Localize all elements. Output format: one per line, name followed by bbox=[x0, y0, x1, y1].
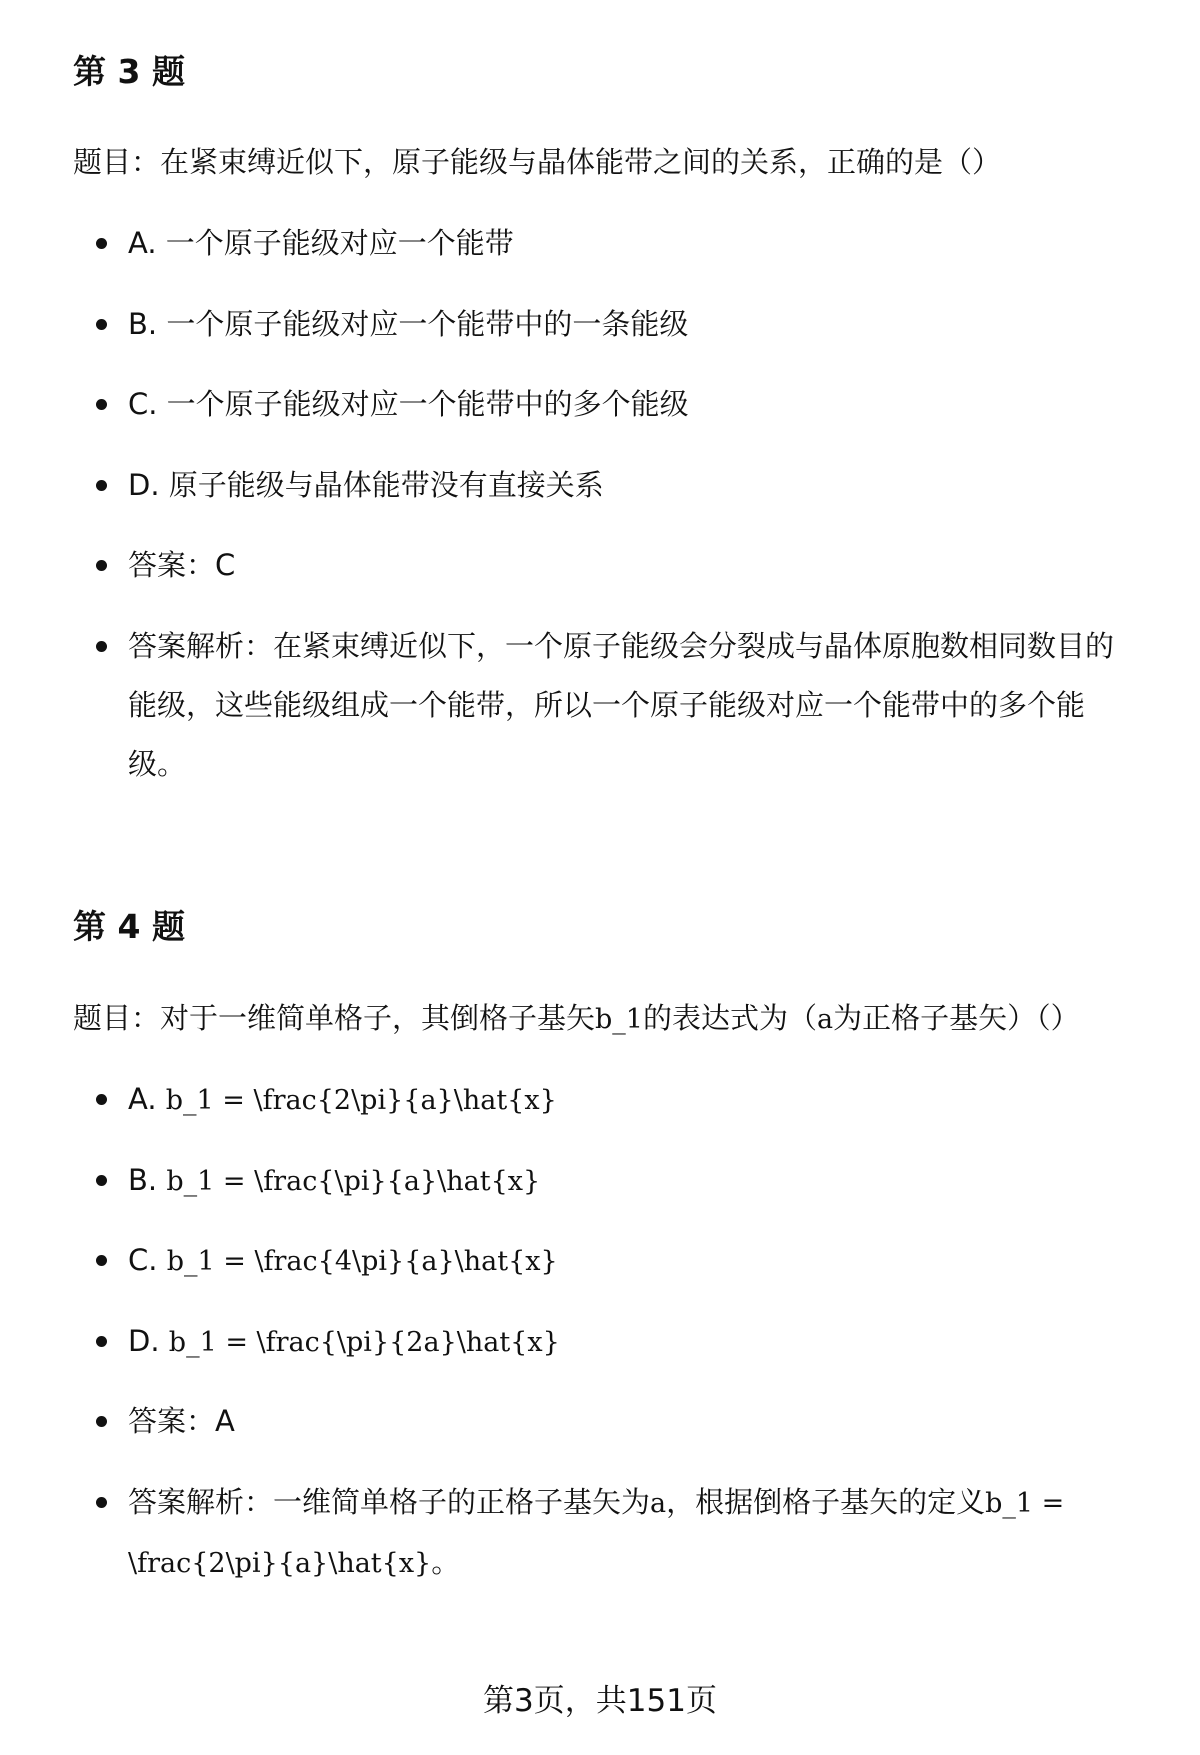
option-content bbox=[128, 1231, 1136, 1291]
bullet-icon bbox=[96, 1497, 107, 1508]
page-footer: 第3页，共151页 bbox=[483, 1683, 717, 1719]
option-text: D. 原子能级与晶体能带没有直接关系 bbox=[128, 468, 604, 502]
explanation-math: b_1 = \frac{2\pi}{a}\hat{x} bbox=[128, 1488, 1065, 1579]
option-content bbox=[128, 1070, 1136, 1130]
option-math: b_1 = \frac{2\pi}{a}\hat{x} bbox=[165, 1085, 557, 1116]
question-4-option-b bbox=[96, 1151, 1136, 1211]
question-3-stem: 题目：在紧束缚近似下，原子能级与晶体能带之间的关系，正确的是（） bbox=[73, 145, 1002, 179]
option-math: b_1 = \frac{\pi}{2a}\hat{x} bbox=[168, 1327, 560, 1358]
option-text: A. 一个原子能级对应一个能带 bbox=[128, 226, 514, 260]
question-4-heading: 第 4 题 bbox=[73, 907, 185, 946]
question-3-explanation bbox=[96, 617, 1136, 794]
explanation-text: 。 bbox=[431, 1545, 461, 1579]
question-4-option-c bbox=[96, 1231, 1136, 1291]
option-math: b_1 = \frac{\pi}{a}\hat{x} bbox=[166, 1166, 541, 1197]
question-3-option-c bbox=[96, 375, 1136, 434]
question-4-option-a bbox=[96, 1070, 1136, 1130]
question-3-option-b bbox=[96, 295, 1136, 354]
answer-text: 答案：C bbox=[128, 548, 236, 582]
bullet-icon bbox=[96, 641, 107, 652]
option-label: C. bbox=[128, 1243, 167, 1277]
question-4-explanation bbox=[96, 1473, 1136, 1593]
bullet-icon bbox=[96, 1175, 107, 1186]
question-4-option-d bbox=[96, 1312, 1136, 1372]
option-math: b_1 = \frac{4\pi}{a}\hat{x} bbox=[166, 1246, 558, 1277]
explanation-math: a bbox=[650, 1488, 667, 1519]
option-content bbox=[128, 1312, 1136, 1372]
bullet-icon bbox=[96, 1094, 107, 1105]
bullet-icon bbox=[96, 1416, 107, 1427]
option-content bbox=[128, 1151, 1136, 1211]
option-label: B. bbox=[128, 1163, 167, 1197]
stem-math: b_1 bbox=[595, 1004, 643, 1035]
question-4-stem bbox=[73, 1000, 1080, 1038]
explanation-text: ，根据倒格子基矢的定义 bbox=[666, 1485, 986, 1519]
question-3-answer bbox=[96, 536, 1136, 595]
bullet-icon bbox=[96, 1336, 107, 1347]
option-label: D. bbox=[128, 1324, 169, 1358]
question-3-option-d bbox=[96, 456, 1136, 515]
stem-text: 题目：对于一维简单格子，其倒格子基矢 bbox=[73, 1001, 596, 1035]
option-label: A. bbox=[128, 1082, 166, 1116]
explanation-text: 答案解析：在紧束缚近似下，一个原子能级会分裂成与晶体原胞数相同数目的能级，这些能级组成一个能带，所以一个原子能级对应一个能带中的多个能级。 bbox=[128, 629, 1115, 781]
bullet-icon bbox=[96, 238, 107, 249]
explanation-content bbox=[128, 1473, 1136, 1593]
question-4-answer bbox=[96, 1392, 1136, 1451]
stem-text: 的表达式为（ bbox=[642, 1001, 817, 1035]
stem-math: a bbox=[817, 1004, 834, 1035]
option-text: B. 一个原子能级对应一个能带中的一条能级 bbox=[128, 307, 689, 341]
bullet-icon bbox=[96, 1255, 107, 1266]
bullet-icon bbox=[96, 319, 107, 330]
option-text: C. 一个原子能级对应一个能带中的多个能级 bbox=[128, 387, 689, 421]
bullet-icon bbox=[96, 399, 107, 410]
stem-text: 为正格子基矢）（） bbox=[833, 1001, 1080, 1035]
question-3-option-a bbox=[96, 214, 1136, 273]
answer-text: 答案：A bbox=[128, 1404, 235, 1438]
bullet-icon bbox=[96, 560, 107, 571]
bullet-icon bbox=[96, 480, 107, 491]
explanation-text: 答案解析：一维简单格子的正格子基矢为 bbox=[128, 1485, 651, 1519]
question-3-heading: 第 3 题 bbox=[73, 52, 185, 91]
